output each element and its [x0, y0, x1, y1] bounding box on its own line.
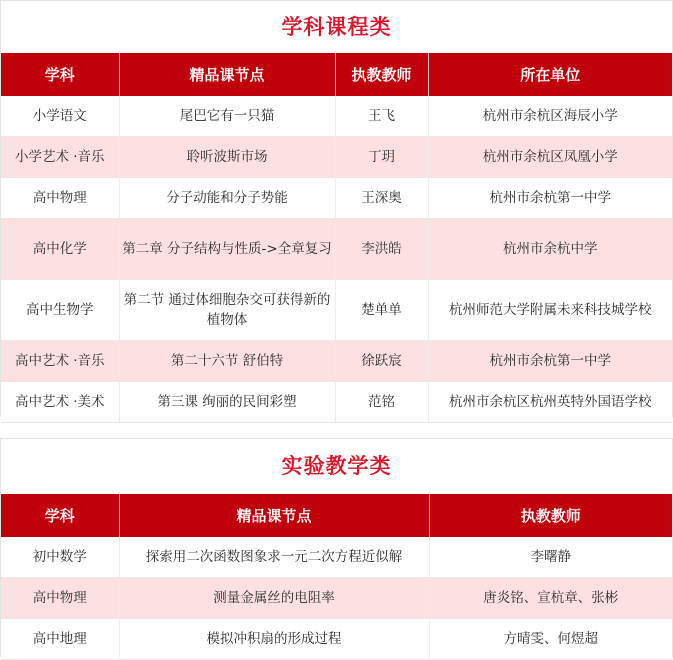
- cell-lesson: 尾巴它有一只猫: [119, 96, 335, 137]
- cell-unit: 杭州市余杭第一中学: [428, 341, 672, 382]
- section-title: 实验教学类: [281, 454, 392, 478]
- table-row: [1, 578, 672, 619]
- cell-lesson: 测量金属丝的电阻率: [119, 578, 429, 619]
- header-unit: 所在单位: [428, 53, 672, 96]
- cell-teacher: 方晴雯、何煜超: [429, 619, 672, 660]
- cell-teacher: 丁玥: [335, 137, 428, 178]
- cell-teacher: 唐炎铭、宣杭章、张彬: [429, 578, 672, 619]
- cell-subject: 小学艺术 ·音乐: [1, 137, 119, 178]
- cell-teacher: 楚单单: [335, 280, 428, 341]
- cell-teacher: 李洪皓: [335, 219, 428, 280]
- cell-lesson: 第三课 绚丽的民间彩塑: [119, 382, 335, 423]
- cell-lesson: 聆听波斯市场: [119, 137, 335, 178]
- section-title: 学科课程类: [281, 15, 392, 39]
- course-table: [1, 53, 672, 423]
- table-header-row: [1, 494, 672, 537]
- cell-subject: 高中物理: [1, 178, 119, 219]
- header-teacher: 执教教师: [335, 53, 428, 96]
- cell-teacher: 李曙静: [429, 537, 672, 578]
- table-header-row: [1, 53, 672, 96]
- cell-lesson: 第二节 通过体细胞杂交可获得新的植物体: [119, 280, 335, 341]
- experiment-table: [1, 494, 672, 660]
- header-lesson: 精品课节点: [119, 53, 335, 96]
- table-row: [1, 280, 672, 341]
- cell-unit: 杭州市余杭中学: [428, 219, 672, 280]
- cell-unit: 杭州市余杭区凤凰小学: [428, 137, 672, 178]
- cell-subject: 高中物理: [1, 578, 119, 619]
- table-row: [1, 96, 672, 137]
- cell-teacher: 王深奥: [335, 178, 428, 219]
- cell-unit: 杭州市余杭第一中学: [428, 178, 672, 219]
- cell-subject: 小学语文: [1, 96, 119, 137]
- cell-teacher: 徐跃宸: [335, 341, 428, 382]
- cell-lesson: 第二章 分子结构与性质->全章复习: [119, 219, 335, 280]
- table-row: [1, 219, 672, 280]
- header-subject: 学科: [1, 494, 119, 537]
- cell-unit: 杭州市余杭区杭州英特外国语学校: [428, 382, 672, 423]
- header-subject: 学科: [1, 53, 119, 96]
- table-row: [1, 619, 672, 660]
- table-row: [1, 537, 672, 578]
- cell-subject: 高中艺术 ·美术: [1, 382, 119, 423]
- cell-subject: 高中地理: [1, 619, 119, 660]
- cell-unit: 杭州市余杭区海辰小学: [428, 96, 672, 137]
- header-lesson: 精品课节点: [119, 494, 429, 537]
- table-row: [1, 382, 672, 423]
- cell-subject: 初中数学: [1, 537, 119, 578]
- table-row: [1, 178, 672, 219]
- cell-lesson: 第二十六节 舒伯特: [119, 341, 335, 382]
- cell-unit: 杭州师范大学附属未来科技城学校: [428, 280, 672, 341]
- cell-teacher: 范铭: [335, 382, 428, 423]
- cell-subject: 高中化学: [1, 219, 119, 280]
- cell-subject: 高中生物学: [1, 280, 119, 341]
- table-row: [1, 341, 672, 382]
- cell-lesson: 分子动能和分子势能: [119, 178, 335, 219]
- section-experiment-teaching: [0, 438, 673, 657]
- cell-lesson: 探索用二次函数图象求一元二次方程近似解: [119, 537, 429, 578]
- cell-teacher: 王飞: [335, 96, 428, 137]
- table-row: [1, 137, 672, 178]
- header-teacher: 执教教师: [429, 494, 672, 537]
- cell-lesson: 模拟冲积扇的形成过程: [119, 619, 429, 660]
- cell-subject: 高中艺术 ·音乐: [1, 341, 119, 382]
